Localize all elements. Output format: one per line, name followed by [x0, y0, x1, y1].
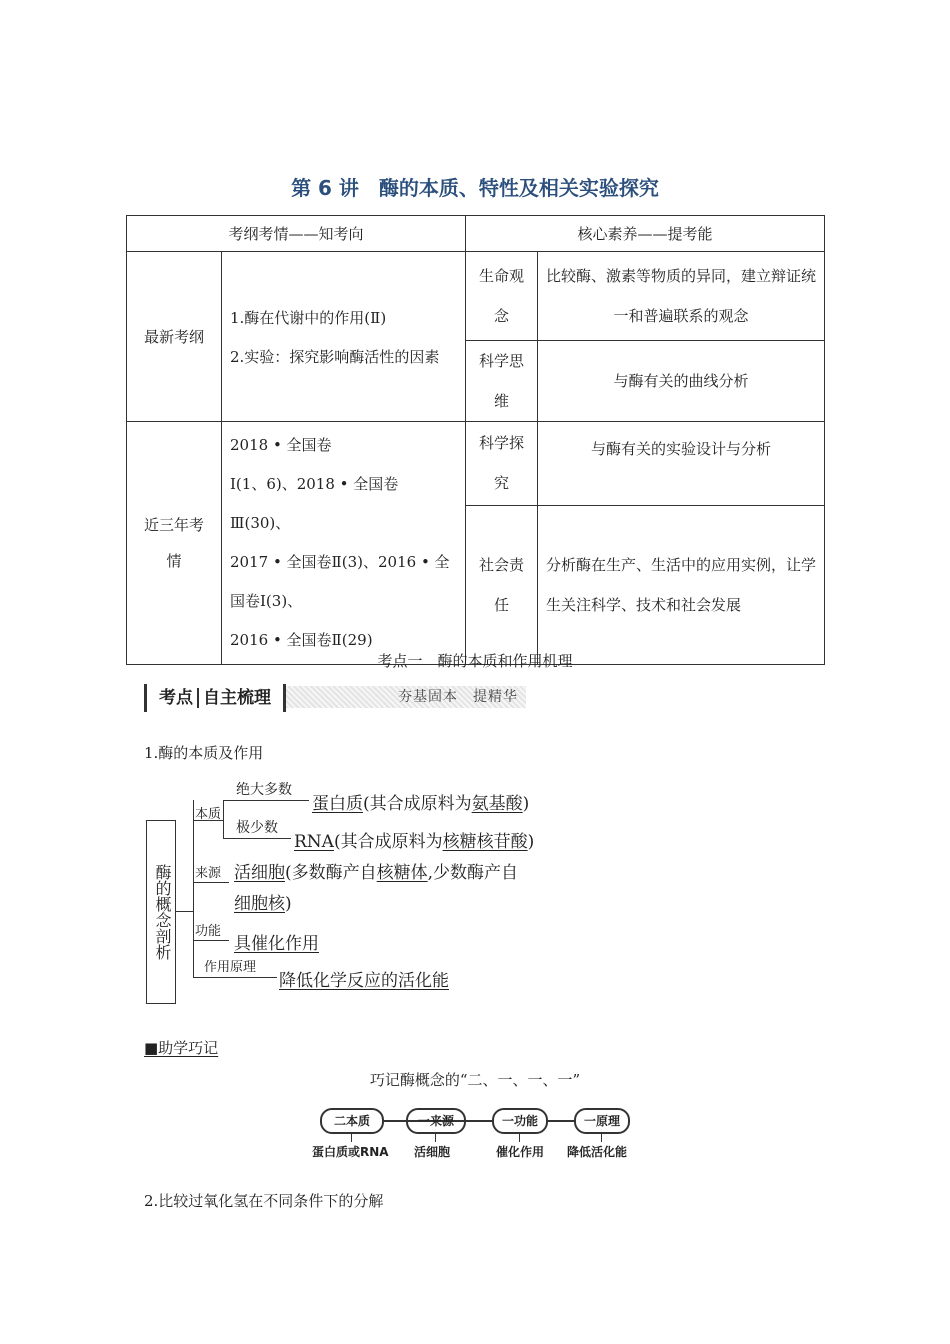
source-line: [234, 858, 518, 883]
mnemonic-pill: 一功能: [492, 1108, 548, 1134]
most-label: 绝大多数: [236, 782, 292, 798]
concept-box: 酶的概念剖析: [146, 820, 176, 1004]
branch-source: 来源: [195, 866, 222, 881]
row-label-syllabus: 最新考纲: [127, 252, 222, 422]
catalysis: [234, 929, 319, 954]
item-heading-1: 1.酶的本质及作用: [144, 744, 264, 762]
source-end: ): [285, 894, 292, 914]
protein-paren: (其合成原料为: [363, 794, 472, 814]
tip-title: 巧记酶概念的“二、一、一、一”: [369, 1071, 581, 1089]
banner-slogan: 夯基固本 提精华: [398, 689, 518, 705]
mnemonic-label: 催化作用: [496, 1145, 545, 1159]
banner-tag-a: 考点: [159, 688, 193, 708]
syllabus-item-1: 1.酶在代谢中的作用(Ⅱ): [230, 308, 387, 327]
protein-paren-end: ): [522, 794, 530, 814]
few-label: 极少数: [236, 820, 278, 836]
header-left: 考纲考情——知考向: [127, 216, 466, 252]
mnemonic-pill: 一来源: [406, 1108, 466, 1134]
row-label-exams: 近三年考情: [127, 422, 222, 665]
branch-nature: 本质: [195, 807, 222, 822]
syllabus-item-2: 2.实验：探究影响酶活性的因素: [230, 347, 440, 366]
overview-table: [126, 215, 825, 665]
protein-line: [312, 789, 529, 814]
exam-line: 2016 • 全国卷Ⅱ(29): [230, 631, 373, 649]
branch-principle: 作用原理: [204, 960, 257, 975]
exam-line: 国卷Ⅰ(3)、: [230, 592, 303, 610]
source-line-2: [234, 889, 292, 914]
ribonucleotide: 核糖核苷酸: [442, 832, 528, 852]
mnemonic-pill: 二本质: [320, 1108, 384, 1134]
lower-energy-text: 降低化学反应的活化能: [279, 971, 449, 991]
rna-paren: (其合成原料为: [333, 832, 443, 852]
section-banner: [144, 684, 526, 712]
header-right: 核心素养——提考能: [466, 216, 825, 252]
protein: 蛋白质: [312, 794, 363, 814]
literacy-desc: 分析酶在生产、生活中的应用实例，让学生关注科学、技术和社会发展: [538, 505, 825, 664]
exam-line: 2017 • 全国卷Ⅱ(3)、2016 • 全: [230, 553, 450, 571]
live-cell: 活细胞: [234, 863, 285, 883]
literacy-desc: 与酶有关的实验设计与分析: [538, 422, 825, 506]
literacy-desc: 比较酶、激素等物质的异同，建立辩证统一和普遍联系的观念: [538, 252, 825, 341]
section-title: 考点一 酶的本质和作用机理: [377, 652, 573, 670]
exam-history: [222, 422, 466, 665]
mnemonic-label: 降低活化能: [567, 1145, 628, 1159]
exam-line: Ⅰ(1、6)、2018 • 全国卷: [230, 475, 399, 493]
banner-tag-b: 自主梳理: [203, 688, 271, 708]
exam-line: 2018 • 全国卷: [230, 436, 332, 454]
banner-band: [286, 686, 526, 708]
page-title: 第 6 讲 酶的本质、特性及相关实验探究: [291, 176, 659, 200]
source-mid: (多数酶产自: [285, 863, 377, 883]
literacy-name: 社会责任: [466, 505, 538, 664]
rna: RNA: [294, 832, 334, 852]
mnemonic-label: 蛋白质或RNA: [312, 1145, 389, 1159]
mnemonic-pill: 一原理: [574, 1108, 630, 1134]
source-mid2: ,少数酶产自: [427, 863, 519, 883]
lower-energy: [279, 966, 449, 991]
branch-function: 功能: [195, 924, 222, 939]
amino-acid: 氨基酸: [471, 794, 523, 814]
catalysis-text: 具催化作用: [234, 934, 319, 954]
syllabus-content: [222, 252, 466, 422]
mnemonic-label: 活细胞: [414, 1145, 451, 1159]
exam-line: Ⅲ(30)、: [230, 514, 291, 532]
rna-paren-end: ): [527, 832, 535, 852]
literacy-name: 科学思维: [466, 341, 538, 422]
literacy-desc: 与酶有关的曲线分析: [538, 341, 825, 422]
rna-line: [294, 827, 534, 852]
literacy-name: 生命观念: [466, 252, 538, 341]
banner-tag: [144, 684, 286, 712]
nucleus: 细胞核: [234, 894, 285, 914]
tip-heading: ■助学巧记: [144, 1039, 219, 1057]
item-heading-2: 2.比较过氧化氢在不同条件下的分解: [144, 1192, 384, 1210]
ribosome: 核糖体: [376, 863, 428, 883]
literacy-name: 科学探究: [466, 422, 538, 506]
